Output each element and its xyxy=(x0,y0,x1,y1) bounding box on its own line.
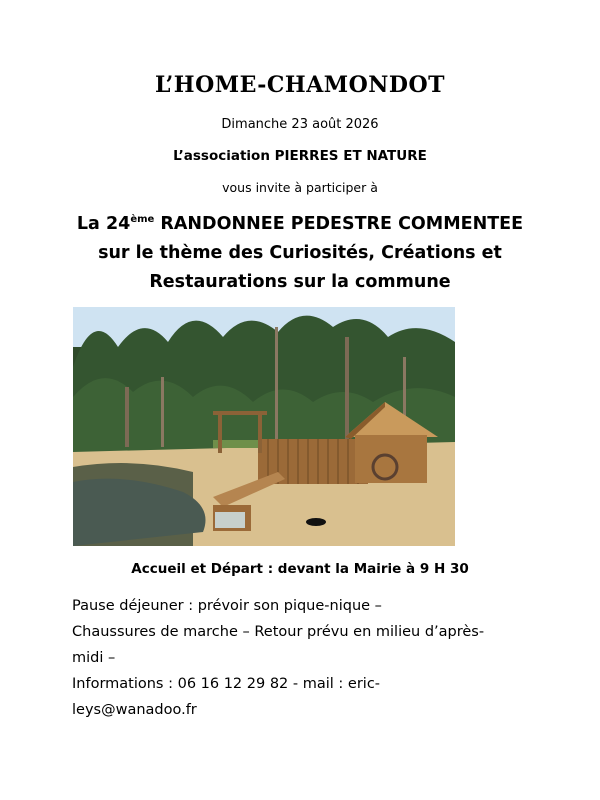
headline-line-1-rest: RANDONNEE PEDESTRE COMMENTEE xyxy=(154,214,524,234)
headline-superscript: ème xyxy=(130,214,155,225)
details-line-2: Chaussures de marche – Retour prévu en milieu d’après- xyxy=(72,624,485,640)
invite-text: vous invite à participer à xyxy=(222,180,378,195)
details-line-4: Informations : 06 16 12 29 82 - mail : eric- xyxy=(72,676,381,692)
details-line-5: leys@wanadoo.fr xyxy=(72,702,197,718)
headline-line-2: sur le thème des Curiosités, Créations et xyxy=(98,243,502,263)
headline-line-3: Restaurations sur la commune xyxy=(149,272,451,292)
details-line-1: Pause déjeuner : prévoir son pique-nique – xyxy=(72,598,382,614)
meeting-point: Accueil et Départ : devant la Mairie à 9 H 30 xyxy=(131,561,469,577)
headline-line-1 xyxy=(0,210,600,239)
event-date: Dimanche 23 août 2026 xyxy=(221,117,379,132)
headline-prefix: La 24 xyxy=(76,214,131,234)
page-title: L’HOME-CHAMONDOT xyxy=(154,72,446,98)
details-line-3: midi – xyxy=(72,650,116,666)
forest-mill-photo xyxy=(73,307,455,546)
event-details xyxy=(72,593,512,723)
association-name: L’association PIERRES ET NATURE xyxy=(173,148,427,164)
event-headline xyxy=(0,210,600,297)
